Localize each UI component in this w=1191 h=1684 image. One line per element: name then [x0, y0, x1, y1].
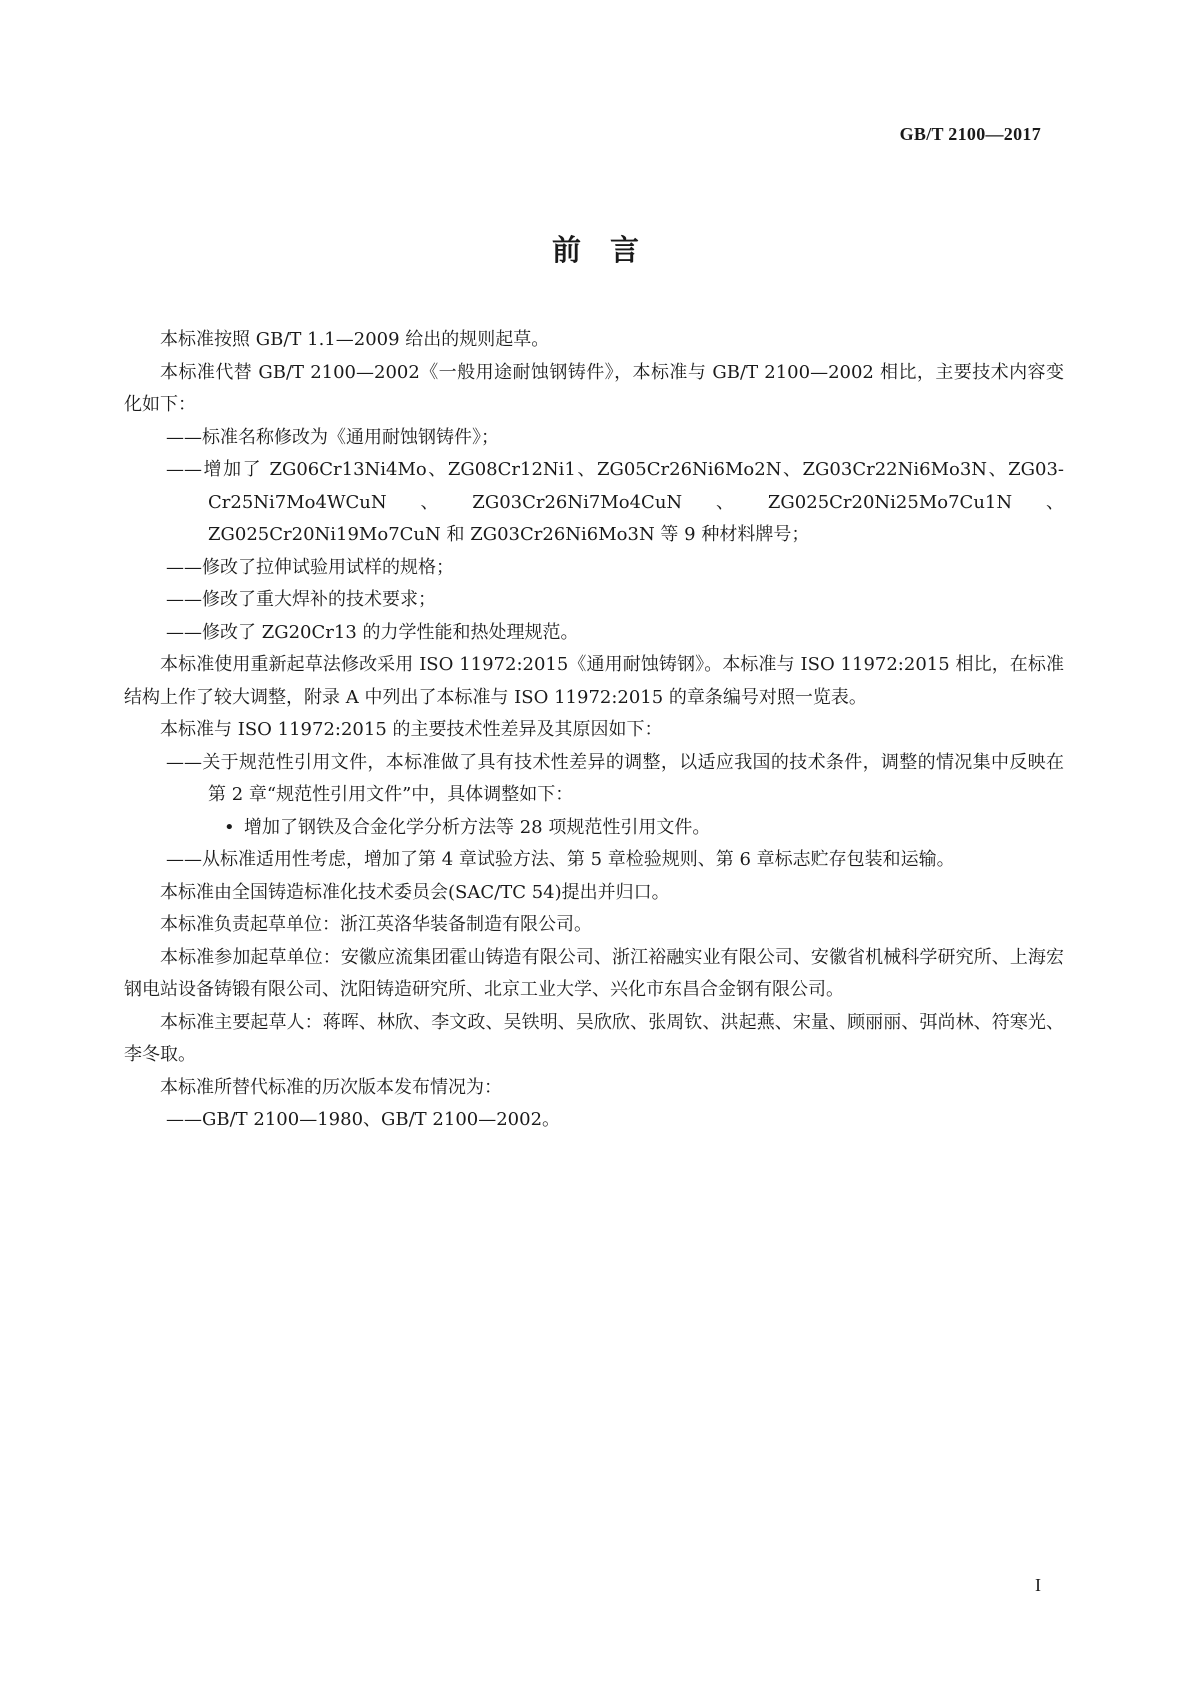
paragraph-lead-drafter: 本标准负责起草单位：浙江英洛华装备制造有限公司。 [160, 914, 592, 935]
paragraph-participating-drafters: 本标准参加起草单位：安徽应流集团霍山铸造有限公司、浙江裕融实业有限公司、安徽省机械科学研究所、上海宏钢电站设备铸锻有限公司、沈阳铸造研究所、北京工业大学、兴化市东昌合金钢有限公司。 [124, 946, 1064, 1000]
difference-item: ——从标准适用性考虑，增加了第 4 章试验方法、第 5 章检验规则、第 6 章标志贮存包装和运输。 [166, 849, 955, 870]
bullet-text: 增加了钢铁及合金化学分析方法等 28 项规范性引用文件。 [244, 816, 711, 838]
paragraph-replacement: 本标准代替 GB/T 2100—2002《一般用途耐蚀钢铸件》，本标准与 GB/T 2100—2002 相比，主要技术内容变化如下： [124, 361, 1064, 415]
change-item: ——增加了 ZG06Cr13Ni4Mo、ZG08Cr12Ni1、ZG05Cr26Ni6Mo2N、ZG03Cr22Ni6Mo3N、ZG03-Cr25Ni7Mo4WCuN、ZG03Cr26Ni7Mo4CuN、ZG025Cr20Ni25Mo7Cu1N、ZG025Cr20Ni19Mo7CuN 和 ZG03Cr26Ni6Mo3N 等 9 种材料牌号； [166, 459, 1064, 545]
history-item: ——GB/T 2100—1980、GB/T 2100—2002。 [166, 1109, 561, 1130]
bullet-item [124, 812, 1064, 845]
paragraph-differences-intro: 本标准与 ISO 11972:2015 的主要技术性差异及其原因如下： [160, 719, 663, 740]
page-number: I [1035, 1575, 1041, 1595]
paragraph-iso-adoption: 本标准使用重新起草法修改采用 ISO 11972:2015《通用耐蚀铸钢》。本标准与 ISO 11972:2015 相比，在标准结构上作了较大调整，附录 A 中列出了本标准与 ISO 11972:2015 的章条编号对照一览表。 [124, 654, 1064, 708]
document-body [124, 324, 1064, 1137]
change-item: ——修改了重大焊补的技术要求； [166, 589, 436, 610]
bullet-icon: • [224, 816, 235, 838]
paragraph-proposer: 本标准由全国铸造标准化技术委员会(SAC/TC 54)提出并归口。 [160, 881, 670, 903]
change-item: ——修改了拉伸试验用试样的规格； [166, 556, 454, 578]
paragraph-main-drafters: 本标准主要起草人：蒋晖、林欣、李文政、吴铁明、吴欣欣、张周钦、洪起燕、宋量、顾丽丽、弭尚林、符寒光、李冬取。 [124, 1011, 1064, 1065]
standard-code: GB/T 2100—2017 [899, 124, 1041, 144]
difference-item: ——关于规范性引用文件，本标准做了具有技术性差异的调整，以适应我国的技术条件，调整的情况集中反映在第 2 章“规范性引用文件”中，具体调整如下： [166, 751, 1064, 805]
paragraph-history-intro: 本标准所替代标准的历次版本发布情况为： [160, 1076, 502, 1098]
page-title: 前 言 [551, 233, 639, 267]
paragraph-drafting-rules: 本标准按照 GB/T 1.1—2009 给出的规则起草。 [160, 329, 550, 350]
change-item: ——修改了 ZG20Cr13 的力学性能和热处理规范。 [166, 621, 579, 643]
change-item: ——标准名称修改为《通用耐蚀钢铸件》； [166, 426, 499, 448]
